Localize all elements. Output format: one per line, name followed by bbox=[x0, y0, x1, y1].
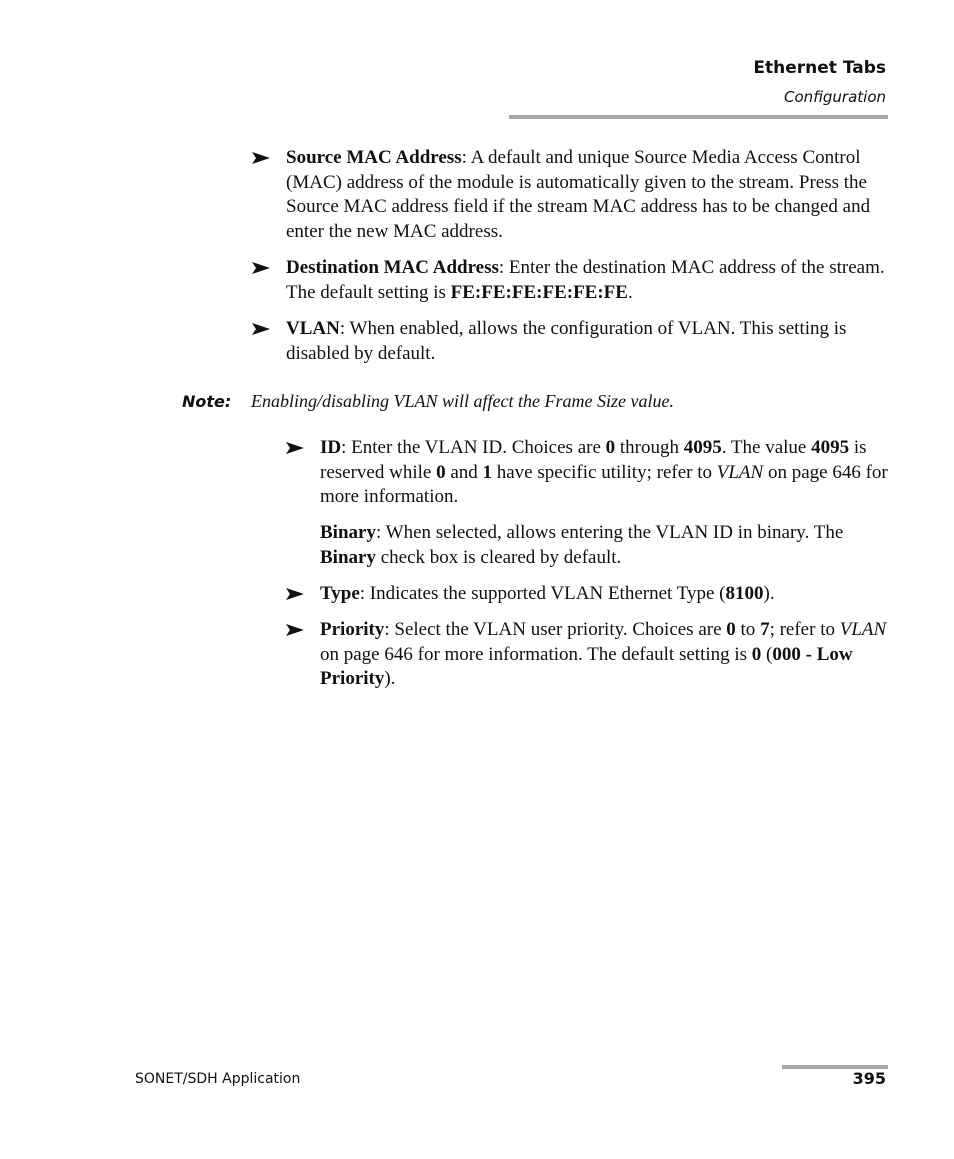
note-label: Note: bbox=[182, 392, 232, 411]
bullet-priority bbox=[320, 618, 888, 692]
text: have specific utility; refer to bbox=[492, 461, 717, 483]
arrow-bullet-icon bbox=[251, 148, 271, 168]
bullet-source-mac bbox=[286, 146, 888, 244]
text: : Select the VLAN user priority. Choices are bbox=[384, 619, 727, 640]
text: on page 646 for more information. The default setting is bbox=[320, 643, 752, 665]
note bbox=[182, 389, 674, 414]
vlan-reference: VLAN bbox=[839, 619, 887, 640]
value: 1 bbox=[482, 461, 492, 483]
bullet-id bbox=[320, 436, 888, 510]
text: : A default and unique Source Media Access Control (MAC) address of the module is automatically given to the stream. Press the Source MAC address field if the stream MAC address has to be changed and enter the new MAC address. bbox=[286, 147, 871, 242]
header-subtitle: Configuration bbox=[784, 88, 886, 106]
value: 0 bbox=[751, 643, 762, 665]
text: on page 646 for more information. bbox=[320, 461, 888, 508]
text: and bbox=[445, 461, 483, 483]
header-rule bbox=[509, 115, 888, 119]
term-binary: Binary bbox=[320, 546, 376, 568]
text: is reserved while bbox=[320, 437, 867, 483]
bullet-type bbox=[320, 582, 888, 607]
text: check box is cleared by default. bbox=[375, 546, 622, 568]
bullet-destination-mac bbox=[286, 256, 888, 305]
default-mac-value: FE:FE:FE:FE:FE:FE bbox=[450, 281, 628, 303]
term-binary: Binary bbox=[320, 522, 376, 543]
text: through bbox=[615, 437, 684, 458]
note-text: Enabling/disabling VLAN will affect the Frame Size value. bbox=[251, 391, 674, 411]
value: 4095 bbox=[683, 437, 722, 458]
text: to bbox=[735, 619, 761, 640]
value: 0 bbox=[605, 437, 616, 458]
text: . bbox=[627, 281, 633, 303]
text: : When selected, allows entering the VLAN ID in binary. The bbox=[375, 522, 844, 543]
term-type: Type bbox=[320, 583, 360, 604]
term-id: ID bbox=[320, 437, 342, 458]
value: 8100 bbox=[725, 583, 764, 604]
value: 0 bbox=[436, 461, 446, 483]
bullet-vlan bbox=[286, 317, 888, 366]
text: : When enabled, allows the configuration of VLAN. This setting is disabled by default. bbox=[286, 318, 847, 364]
value: 0 bbox=[726, 619, 736, 640]
arrow-bullet-icon bbox=[251, 319, 271, 339]
text: ; refer to bbox=[769, 619, 840, 640]
arrow-bullet-icon bbox=[285, 620, 305, 640]
page-number: 395 bbox=[852, 1069, 886, 1088]
term-destination-mac: Destination MAC Address bbox=[286, 257, 499, 278]
arrow-bullet-icon bbox=[251, 258, 271, 278]
text: . The value bbox=[721, 437, 812, 458]
vlan-reference: VLAN bbox=[716, 461, 764, 483]
arrow-bullet-icon bbox=[285, 584, 305, 604]
text: : Enter the destination MAC address of the stream. The default setting is bbox=[286, 257, 885, 303]
term-source-mac: Source MAC Address bbox=[286, 147, 462, 168]
term-vlan: VLAN bbox=[286, 318, 340, 339]
text: ( bbox=[761, 643, 773, 665]
term-priority: Priority bbox=[320, 619, 385, 640]
value: 7 bbox=[760, 619, 770, 640]
arrow-bullet-icon bbox=[285, 438, 305, 458]
footer-manual-title: SONET/SDH Application bbox=[135, 1071, 301, 1087]
text: : Indicates the supported VLAN Ethernet Type ( bbox=[359, 583, 726, 604]
text: : Enter the VLAN ID. Choices are bbox=[341, 437, 606, 458]
header-title: Ethernet Tabs bbox=[753, 58, 886, 78]
text: ). bbox=[763, 583, 775, 604]
text: ). bbox=[384, 668, 396, 690]
value: 4095 bbox=[811, 437, 850, 458]
value: 000 - Low Priority bbox=[320, 643, 853, 690]
binary-paragraph bbox=[320, 521, 888, 570]
